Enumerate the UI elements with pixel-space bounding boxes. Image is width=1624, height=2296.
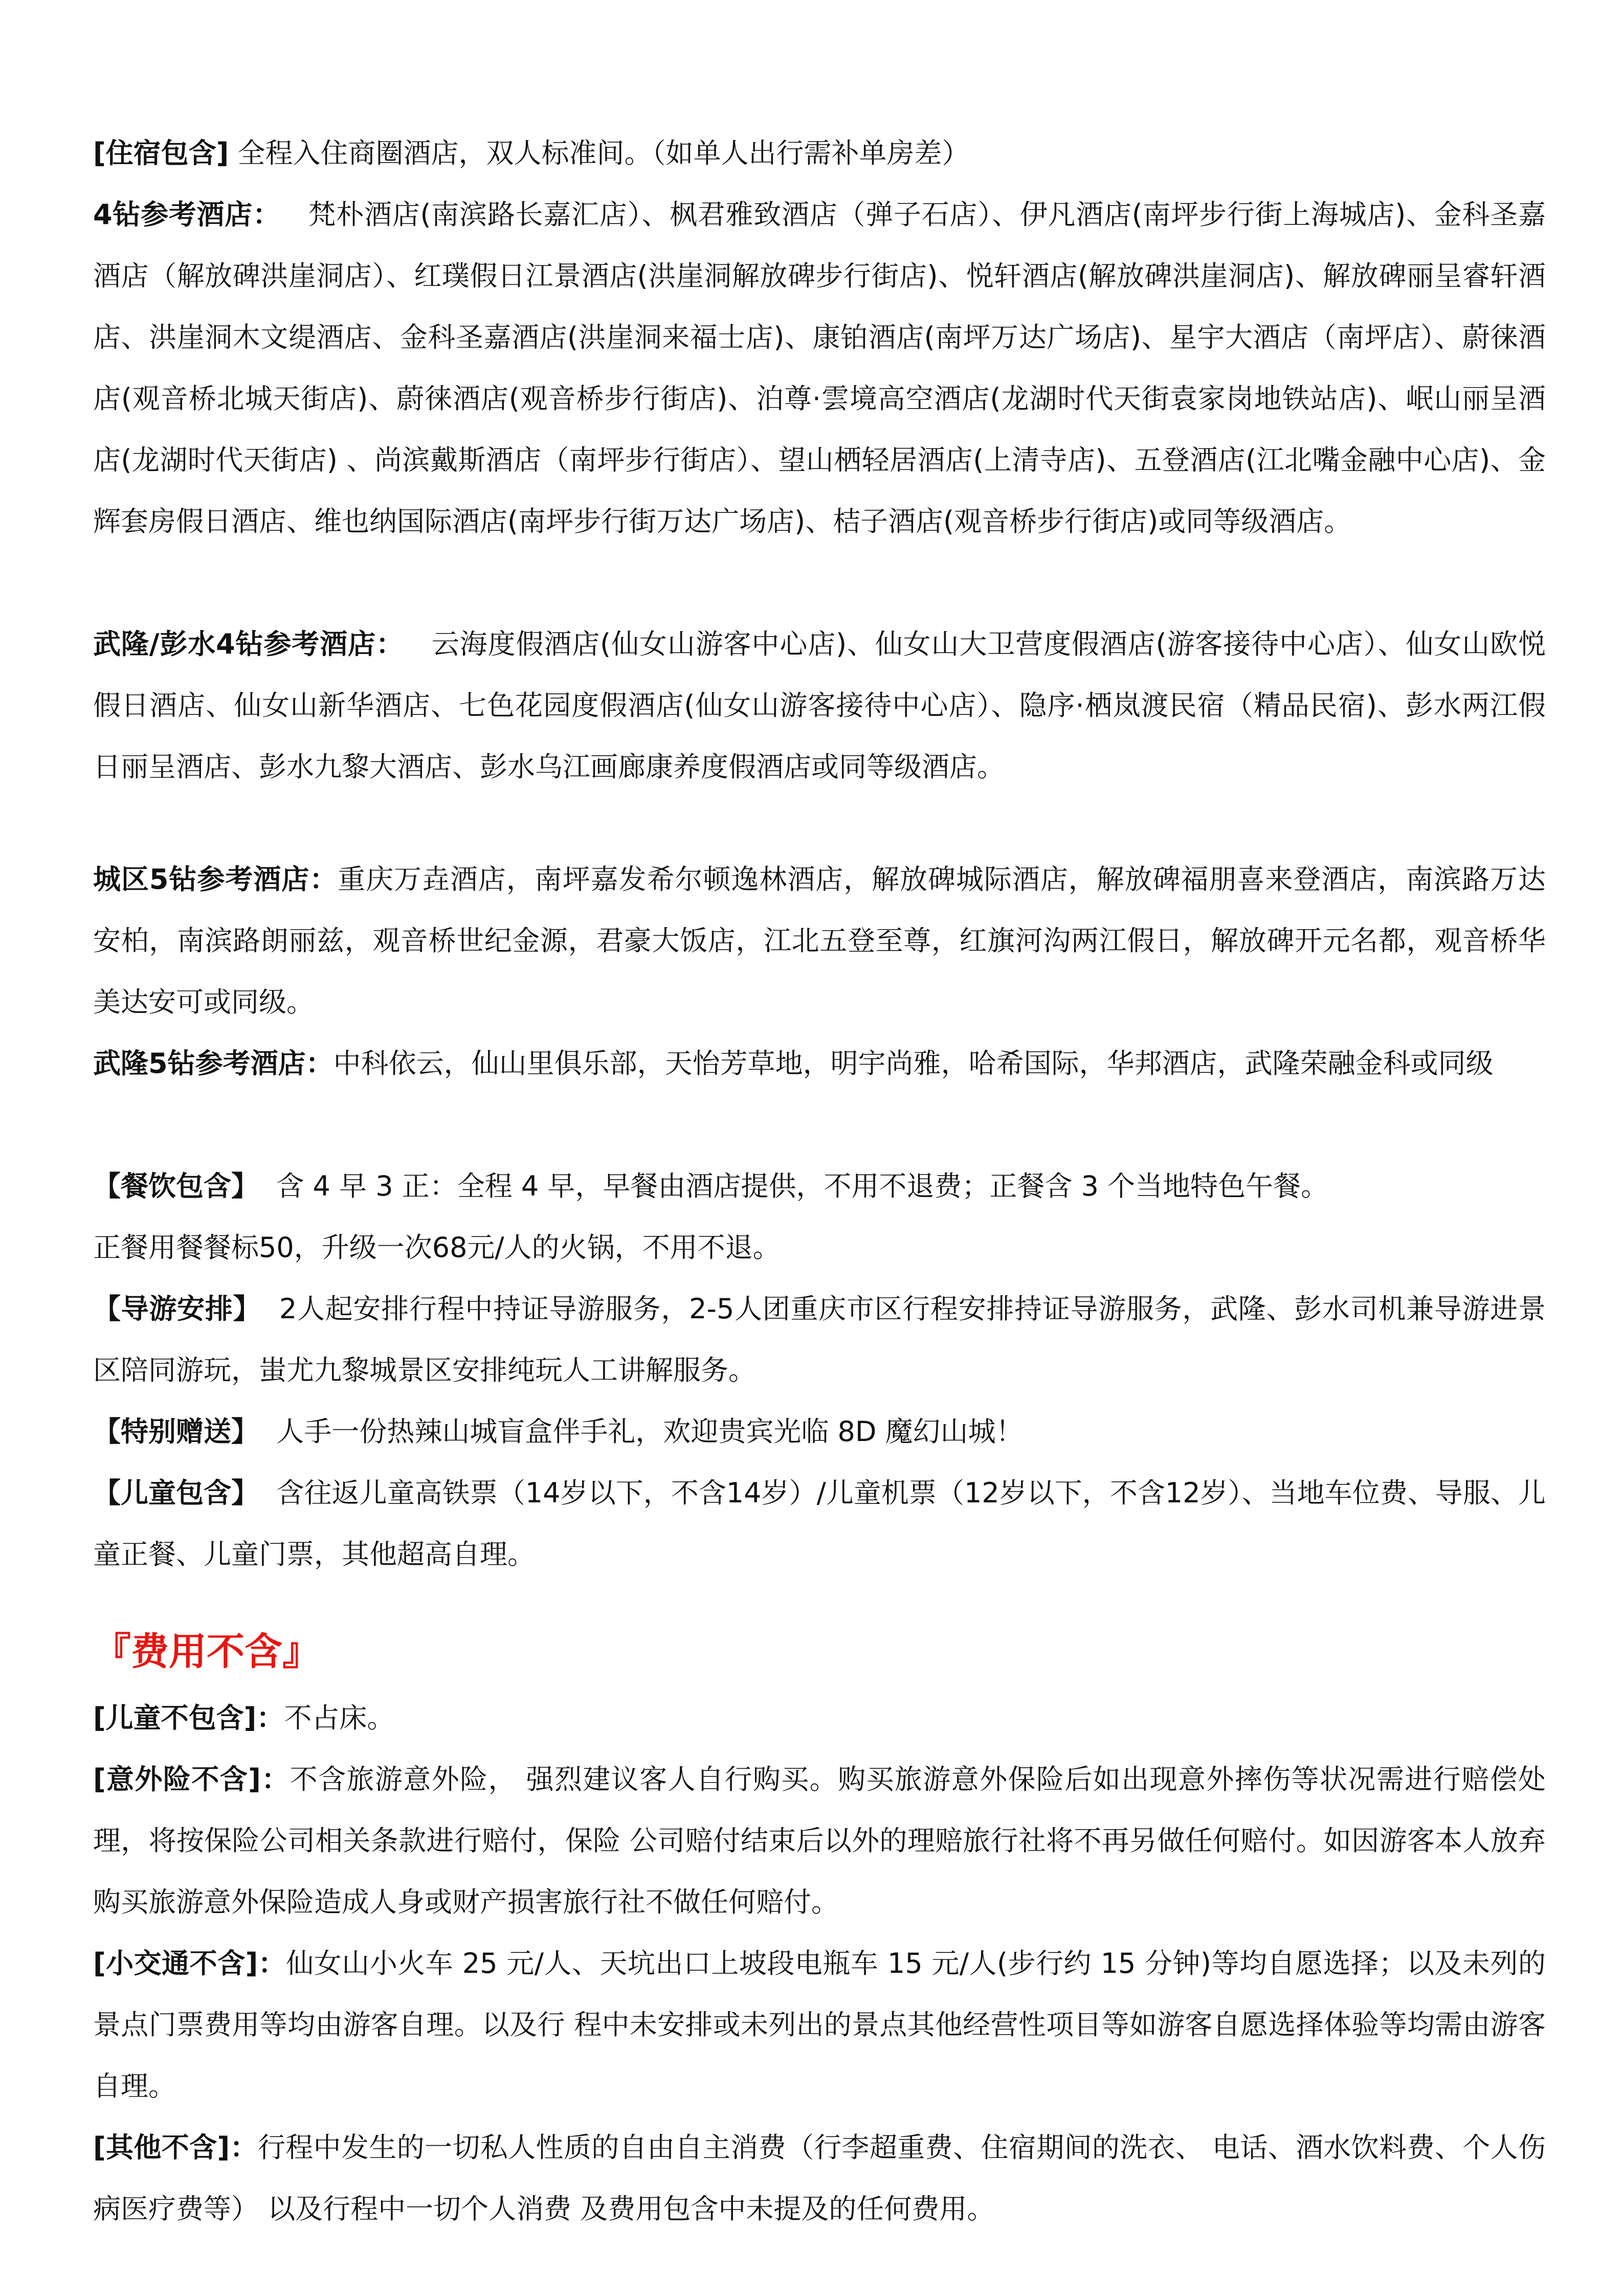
children-included-paragraph <box>93 1462 1546 1585</box>
insurance-label: [意外险不含]： <box>93 1763 290 1795</box>
four-diamond-label: 4钻参考酒店： <box>93 198 281 231</box>
four-diamond-hotels-paragraph <box>93 184 1546 552</box>
other-excluded-label: [其他不含]： <box>93 2131 258 2164</box>
city-five-diamond-paragraph <box>93 849 1546 1033</box>
other-excluded-text: 行程中发生的一切私人性质的自由自主消费（行李超重费、住宿期间的洗衣、 电话、酒水饮料费、个人伤病医疗费等） 以及行程中一切个人消费 及费用包含中未提及的任何费用。 <box>93 2131 1546 2225</box>
city-five-diamond-text: 重庆万垚酒店，南坪嘉发希尔顿逸林酒店，解放碑城际酒店，解放碑福朋喜来登酒店，南滨路万达安柏，南滨路朗丽兹，观音桥世纪金源，君豪大饭店，江北五登至尊，红旗河沟两江假日，解放碑开元名都，观音桥华美达安可或同级。 <box>93 863 1546 1018</box>
wulong-four-diamond-text: 云海度假酒店(仙女山游客中心店)、仙女山大卫营度假酒店(游客接待中心店）、仙女山欧悦假日酒店、仙女山新华酒店、七色花园度假酒店(仙女山游客接待中心店）、隐序·栖岚渡民宿（精品民宿)、彭水两江假日丽呈酒店、彭水九黎大酒店、彭水乌江画廊康养度假酒店或同等级酒店。 <box>93 628 1546 783</box>
children-excluded-paragraph <box>93 1687 1546 1749</box>
gift-paragraph <box>93 1401 1546 1462</box>
insurance-text: 不含旅游意外险， 强烈建议客人自行购买。购买旅游意外保险后如出现意外摔伤等状况需进行赔偿处理，将按保险公司相关条款进行赔付，保险 公司赔付结束后以外的理赔旅行社将不再另做任何赔付。如因游客本人放弃购买旅游意外保险造成人身或财产损害旅行社不做任何赔付。 <box>93 1763 1546 1918</box>
children-excluded-label: [儿童不包含]： <box>93 1702 284 1734</box>
meals-label: 【餐饮包含】 <box>93 1170 259 1202</box>
wulong-five-diamond-text: 中科依云，仙山里俱乐部，天怡芳草地，明宇尚雅，哈希国际，华邦酒店，武隆荣融金科或同级 <box>333 1047 1494 1079</box>
children-excluded-text: 不占床。 <box>284 1702 395 1734</box>
meals-text: 含 4 早 3 正：全程 4 早，早餐由酒店提供，不用不退费；正餐含 3 个当地特色午餐。 <box>276 1170 1329 1202</box>
gift-text: 人手一份热辣山城盲盒伴手礼，欢迎贵宾光临 8D 魔幻山城！ <box>276 1415 1024 1448</box>
insurance-paragraph <box>93 1749 1546 1933</box>
meals-extra-paragraph <box>93 1217 1546 1278</box>
guide-label: 【导游安排】 <box>93 1293 261 1325</box>
transport-paragraph <box>93 1933 1546 2117</box>
lodging-paragraph <box>93 123 1546 184</box>
transport-label: [小交通不含]： <box>93 1947 286 1979</box>
four-diamond-text: 梵朴酒店(南滨路长嘉汇店）、枫君雅致酒店（弹子石店）、伊凡酒店(南坪步行街上海城店)、金科圣嘉酒店（解放碑洪崖洞店）、红璞假日江景酒店(洪崖洞解放碑步行街店)、悦轩酒店(解放碑洪崖洞店)、解放碑丽呈睿轩酒店、洪崖洞木文缇酒店、金科圣嘉酒店(洪崖洞来福士店)、康铂酒店(南坪万达广场店)、星宇大酒店（南坪店）、蔚徕酒店(观音桥北城天街店)、蔚徕酒店(观音桥步行街店)、泊尊·雲境高空酒店(龙湖时代天街袁家岗地铁站店)、岷山丽呈酒店(龙湖时代天街店) 、尚滨戴斯酒店（南坪步行街店）、望山栖轻居酒店(上清寺店)、五登酒店(江北嘴金融中心店)、金辉套房假日酒店、维也纳国际酒店(南坪步行街万达广场店)、桔子酒店(观音桥步行街店)或同等级酒店。 <box>93 198 1546 537</box>
lodging-text: 全程入住商圈酒店，双人标准间。（如单人出行需补单房差） <box>237 137 970 169</box>
other-excluded-paragraph <box>93 2117 1546 2240</box>
wulong-four-diamond-paragraph <box>93 614 1546 798</box>
city-five-diamond-label: 城区5钻参考酒店： <box>93 863 338 895</box>
meals-paragraph <box>93 1156 1546 1217</box>
lodging-label: [住宿包含] <box>93 137 229 169</box>
guide-text: 2人起安排行程中持证导游服务，2-5人团重庆市区行程安排持证导游服务，武隆、彭水司机兼导游进景区陪同游玩，蚩尤九黎城景区安排纯玩人工讲解服务。 <box>93 1293 1546 1386</box>
children-included-label: 【儿童包含】 <box>93 1477 259 1509</box>
transport-text: 仙女山小火车 25 元/人、天坑出口上坡段电瓶车 15 元/人(步行约 15 分钟)等均自愿选择；以及未列的景点门票费用等均由游客自理。以及行 程中未安排或未列出的景点其他经营性项目等如游客自愿选择体验等均需由游客自理。 <box>93 1947 1546 2102</box>
excluded-heading: 『费用不含』 <box>93 1630 320 1674</box>
gift-label: 【特别赠送】 <box>93 1415 259 1448</box>
wulong-five-diamond-label: 武隆5钻参考酒店： <box>93 1047 333 1079</box>
guide-paragraph <box>93 1278 1546 1401</box>
meals-extra-text: 正餐用餐餐标50，升级一次68元/人的火锅，不用不退。 <box>93 1231 781 1264</box>
wulong-four-diamond-label: 武隆/彭水4钻参考酒店： <box>93 628 404 660</box>
wulong-five-diamond-paragraph <box>93 1033 1546 1094</box>
children-included-text: 含往返儿童高铁票（14岁以下，不含14岁）/儿童机票（12岁以下，不含12岁）、当地车位费、导服、儿童正餐、儿童门票，其他超高自理。 <box>93 1477 1546 1570</box>
